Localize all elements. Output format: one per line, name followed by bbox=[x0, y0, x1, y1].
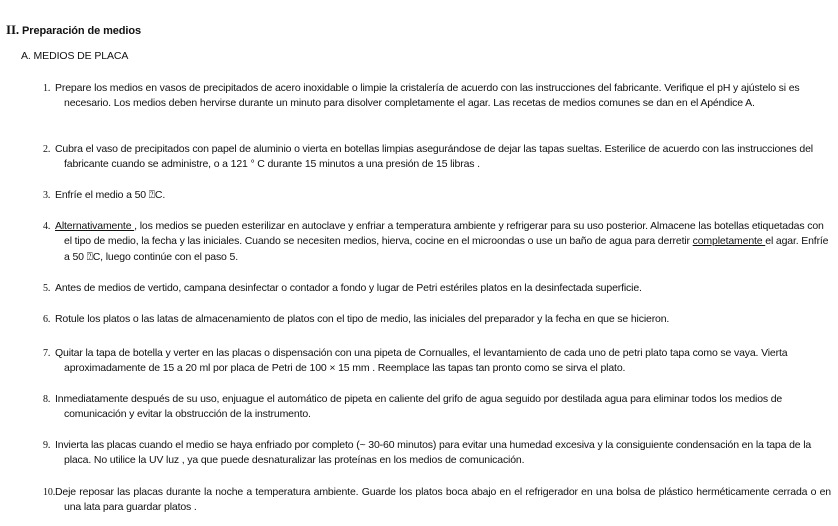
step-7 bbox=[43, 346, 831, 377]
step-text: Rotule los platos o las latas de almacenamiento de platos con el tipo de medio, las iniciales del preparador y la fecha en que se hicieron. bbox=[55, 313, 670, 325]
step-4 bbox=[43, 219, 831, 265]
step-number: 3. bbox=[43, 190, 51, 201]
subsection-heading: A. MEDIOS DE PLACA bbox=[21, 50, 129, 62]
step-number: 6. bbox=[43, 314, 51, 325]
step-text: , los medios se pueden esterilizar en autoclave y enfriar a temperatura ambiente y refrigerar para su uso posterior. Almacene las botellas etiquetadas con el tipo de medio, la fecha y las iniciales. Cuando se necesiten medios, hierva, cocine en el microondas o use un baño de agua para derretir bbox=[64, 220, 824, 248]
section-title: Preparación de medios bbox=[22, 25, 141, 37]
step-text-underlined: Alternativamente bbox=[55, 220, 135, 232]
step-number: 9. bbox=[43, 440, 51, 451]
step-10 bbox=[43, 485, 831, 516]
step-number: 8. bbox=[43, 394, 51, 405]
step-number: 10. bbox=[43, 487, 56, 498]
step-text: el agar. Enfríe a 50 ⍰C, luego continúe con el paso 5. bbox=[64, 235, 829, 263]
step-text: Enfríe el medio a 50 ⍰C. bbox=[55, 189, 166, 201]
step-text: Inmediatamente después de su uso, enjuague el automático de pipeta en caliente del grifo de agua seguido por destilada agua para eliminar todos los medios de comunicación y evitar la obstrucción de la instrumento. bbox=[55, 393, 783, 421]
step-6 bbox=[43, 312, 831, 327]
step-number: 5. bbox=[43, 283, 51, 294]
step-text: Quitar la tapa de botella y verter en las placas o dispensación con una pipeta de Cornualles, el levantamiento de cada uno de petri plato tapa como se vaya. Vierta aproximadamente de 15 a 20 ml por placa de Petri de 100 × 15 mm . Reemplace las tapas tan pronto como se sirva el plato. bbox=[55, 347, 788, 375]
step-2 bbox=[43, 142, 831, 173]
section-heading bbox=[6, 22, 141, 38]
step-text: Invierta las placas cuando el medio se haya enfriado por completo (~ 30-60 minutos) para evitar una humedad excesiva y la consiguiente condensación en la tapa de la placa. No utilice la UV luz , ya que puede desnaturalizar las proteínas en los medios de comunicación. bbox=[55, 439, 812, 467]
step-9 bbox=[43, 438, 831, 469]
step-number: 1. bbox=[43, 83, 51, 94]
step-5 bbox=[43, 281, 831, 296]
step-text: Deje reposar las placas durante la noche a temperatura ambiente. Guarde los platos boca abajo en el refrigerador en una bolsa de plástico herméticamente cerrada o en una lata para guardar platos . bbox=[55, 486, 831, 514]
step-number: 4. bbox=[43, 221, 51, 232]
step-text-underlined: completamente bbox=[692, 235, 766, 248]
step-number: 2. bbox=[43, 144, 51, 155]
step-text: Cubra el vaso de precipitados con papel de aluminio o vierta en botellas limpias asegurándose de dejar las tapas sueltas. Esterilice de acuerdo con las instrucciones del fabricante cuando se administre, o a 121 ° C durante 15 minutos a una presión de 15 libras . bbox=[55, 143, 813, 171]
step-number: 7. bbox=[43, 348, 51, 359]
section-number: II. bbox=[6, 22, 20, 37]
step-1 bbox=[43, 81, 831, 112]
step-text: Prepare los medios en vasos de precipitados de acero inoxidable o limpie la cristalería de acuerdo con las instrucciones del fabricante. Verifique el pH y ajústelo si es necesario. Los medios deben hervirse durante un minuto para disolver completamente el agar. Las recetas de medios comunes se dan en el Apéndice A. bbox=[55, 82, 800, 110]
step-text: Antes de medios de vertido, campana desinfectar o contador a fondo y lugar de Petri estériles platos en la desinfectada superficie. bbox=[55, 282, 642, 294]
step-8 bbox=[43, 392, 831, 423]
step-3 bbox=[43, 188, 831, 203]
